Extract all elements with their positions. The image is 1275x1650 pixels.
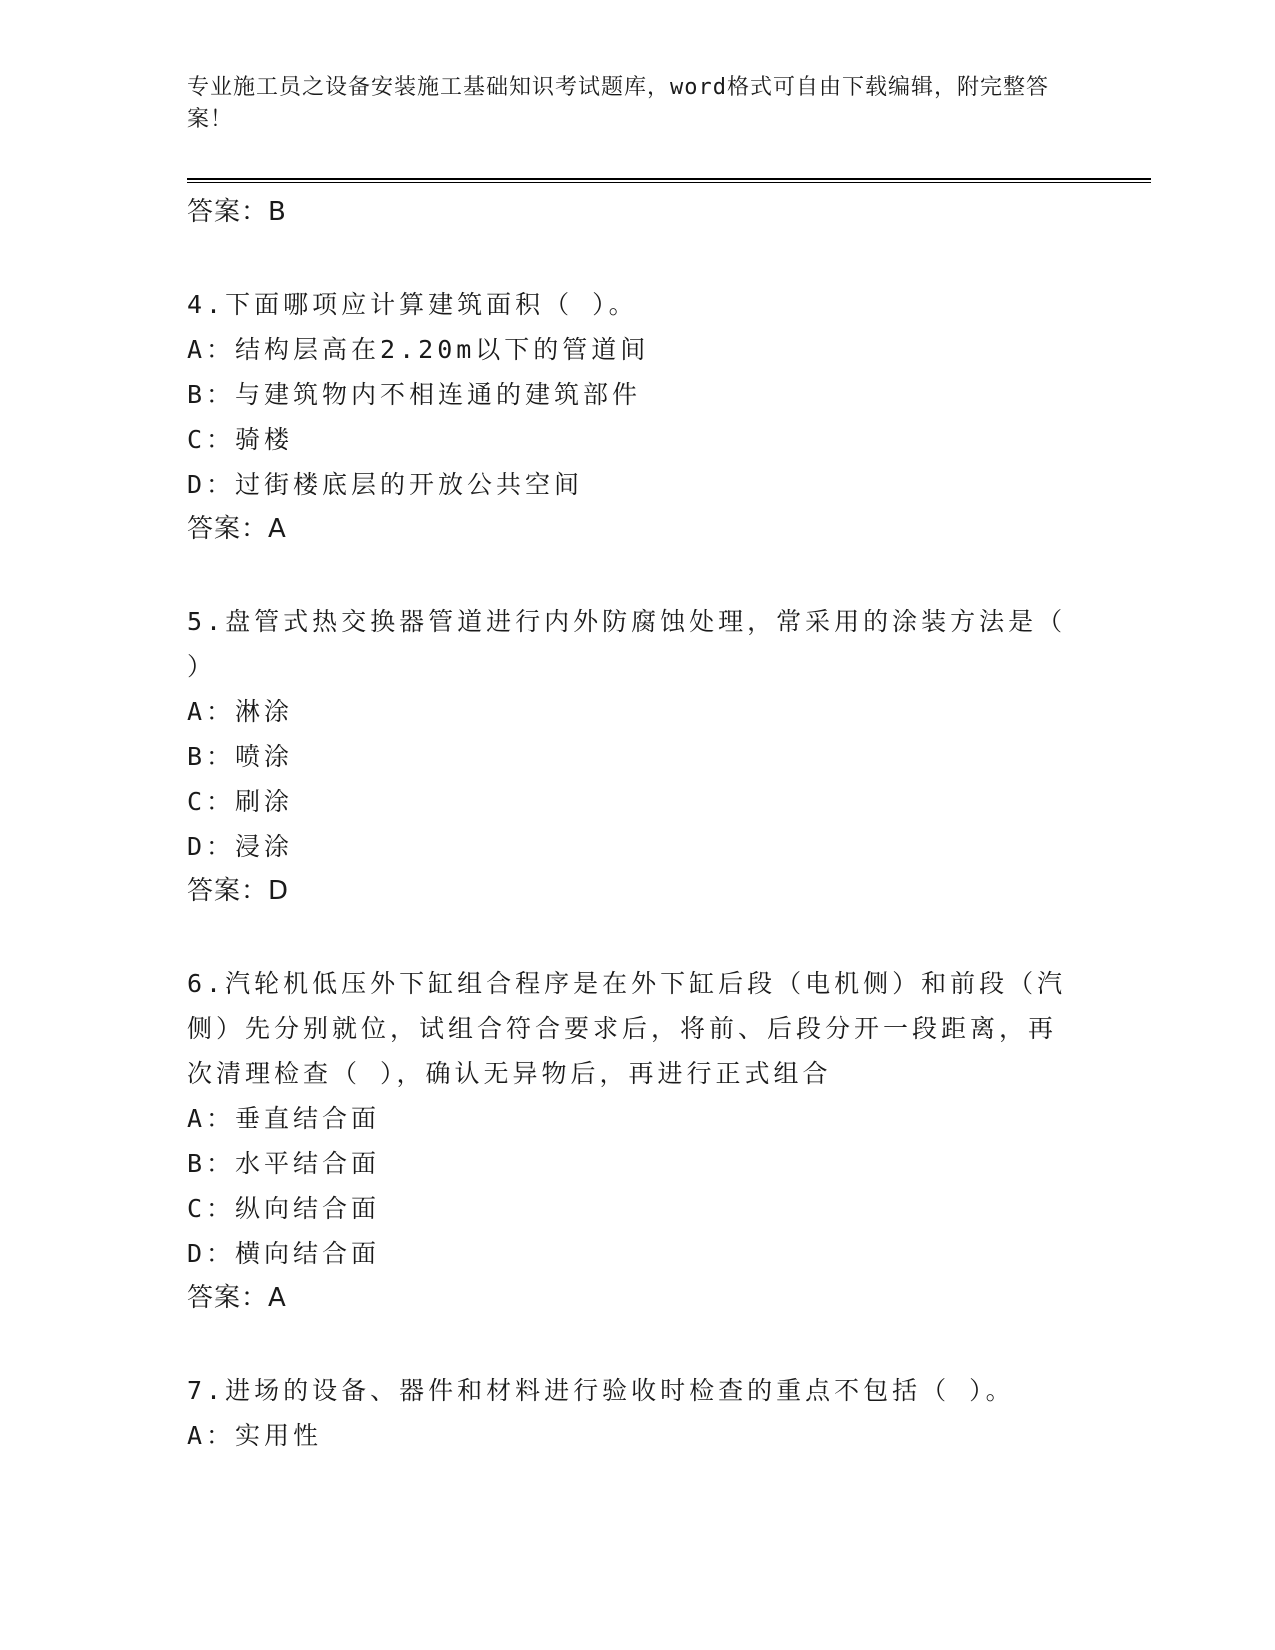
option-a: A：结构层高在2.20m以下的管道间	[187, 335, 650, 364]
option-d: D：过街楼底层的开放公共空间	[187, 470, 584, 499]
option-c: C：刷涂	[187, 787, 294, 816]
answer-line: 答案：D	[187, 876, 290, 906]
header-divider	[187, 178, 1151, 183]
spacer	[187, 551, 1067, 599]
option-d: D：横向结合面	[187, 1239, 381, 1268]
option-b: B：水平结合面	[187, 1149, 381, 1178]
spacer	[187, 913, 1067, 961]
option-d: D：浸涂	[187, 832, 294, 861]
question-stem: 4.下面哪项应计算建筑面积（ ）。	[187, 290, 638, 319]
question-stem: 5.盘管式热交换器管道进行内外防腐蚀处理，常采用的涂装方法是（ ）	[187, 607, 1067, 681]
document-header: 专业施工员之设备安装施工基础知识考试题库，word格式可自由下载编辑，附完整答案！	[187, 75, 1049, 132]
option-a: A：垂直结合面	[187, 1104, 381, 1133]
option-c: C：骑楼	[187, 425, 294, 454]
question-4	[187, 282, 1067, 551]
spacer	[187, 234, 1067, 282]
question-stem: 7.进场的设备、器件和材料进行验收时检查的重点不包括（ ）。	[187, 1376, 1015, 1405]
answer-line: 答案：A	[187, 1283, 287, 1313]
option-b: B：喷涂	[187, 742, 294, 771]
question-7	[187, 1368, 1067, 1458]
option-b: B：与建筑物内不相连通的建筑部件	[187, 380, 642, 409]
question-6	[187, 961, 1067, 1320]
question-5	[187, 599, 1067, 913]
answer-line: 答案：B	[187, 197, 287, 227]
question-stem: 6.汽轮机低压外下缸组合程序是在外下缸后段（电机侧）和前段（汽侧）先分别就位，试组合符合要求后，将前、后段分开一段距离，再次清理检查（ ），确认无异物后，再进行正式组合	[187, 969, 1067, 1088]
option-c: C：纵向结合面	[187, 1194, 381, 1223]
answer-line: 答案：A	[187, 514, 287, 544]
spacer	[187, 1320, 1067, 1368]
option-a: A：淋涂	[187, 697, 294, 726]
question-list	[187, 190, 1067, 1458]
option-a: A：实用性	[187, 1421, 323, 1450]
